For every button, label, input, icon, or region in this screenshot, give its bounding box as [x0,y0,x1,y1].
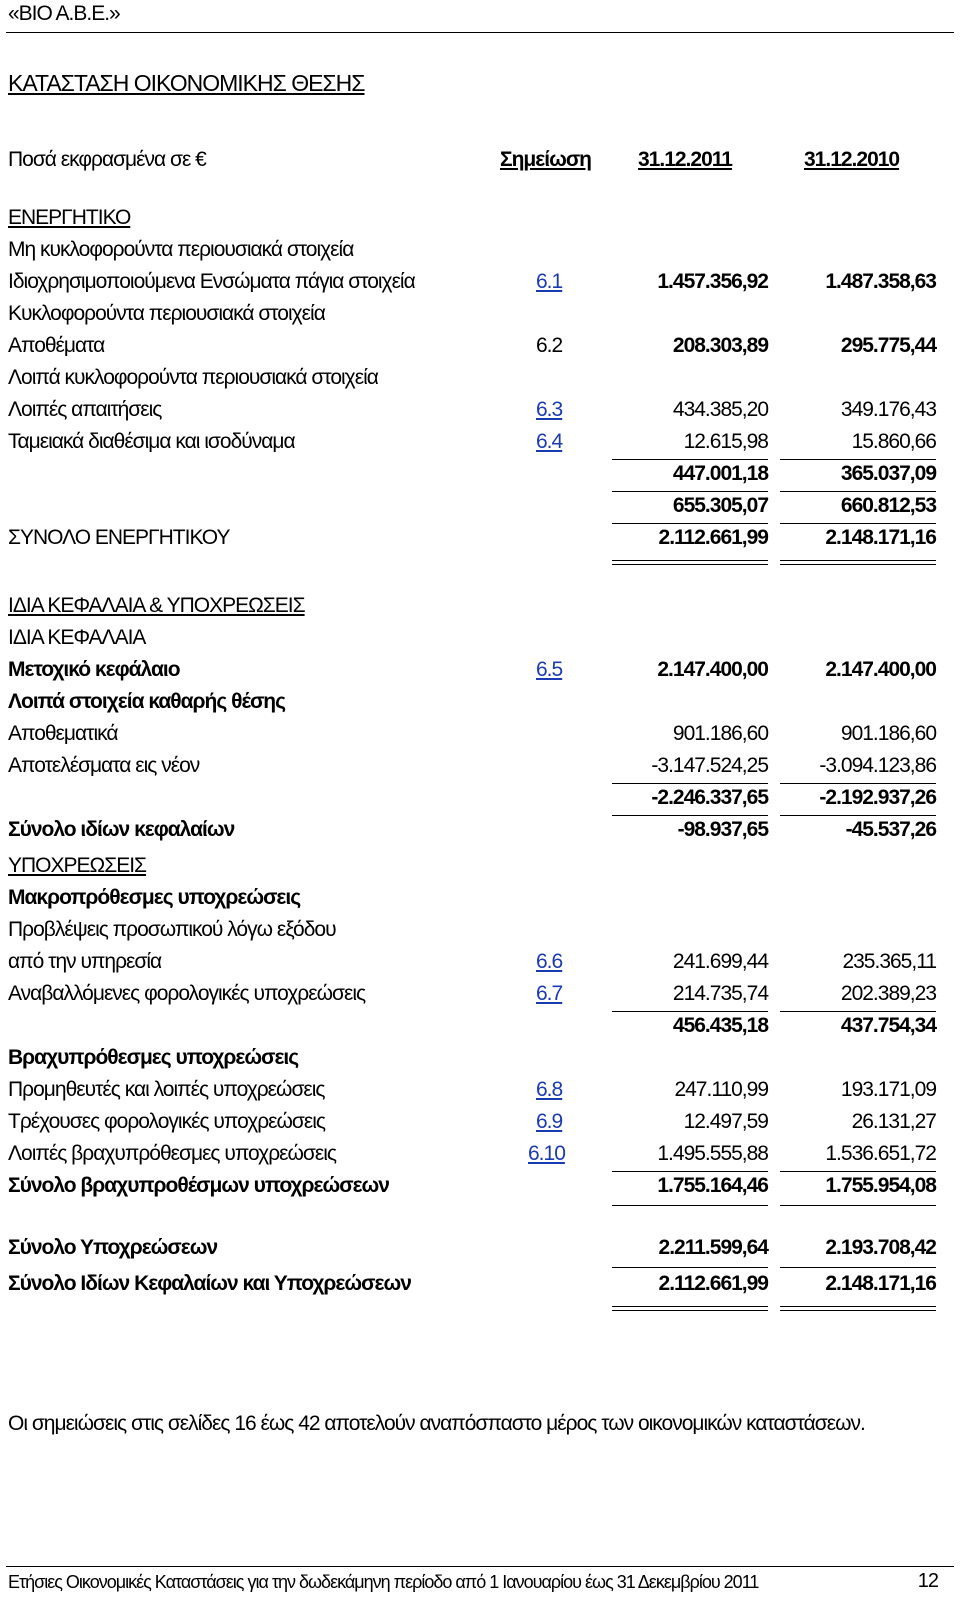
subtotal-rule [612,491,768,492]
note-link[interactable]: 6.6 [536,950,563,973]
section-heading-equity-liabilities: ΙΔΙΑ ΚΕΦΑΛΑΙΑ & ΥΠΟΧΡΕΩΣΕΙΣ [8,594,305,617]
note-link[interactable]: 6.3 [536,398,563,421]
row-subtotal-other-current: 447.001,18 365.037,09 [672,462,936,485]
company-name: «ΒΙΟ Α.Β.Ε.» [8,2,120,25]
page-number: 12 [917,1570,938,1592]
row-total-short-term: Σύνολο βραχυπροθέσμων υποχρεώσεων 1.755.164,46 1.755.954,08 [8,1174,936,1197]
row-subtotal-long-term: 456.435,18 437.754,34 [672,1014,936,1037]
statement-title: ΚΑΤΑΣΤΑΣΗ ΟΙΚΟΝΟΜΙΚΗΣ ΘΕΣΗΣ [8,70,365,96]
row-receivables: Λοιπές απαιτήσεις 6.3 434.385,20 349.176,43 [8,398,936,421]
row-cash: Ταμειακά διαθέσιμα και ισοδύναμα 6.4 12.615,98 15.860,66 [8,430,936,453]
total-double-rule [780,1306,936,1311]
subtotal-rule [612,1011,768,1012]
column-header-2010: 31.12.2010 [804,148,900,171]
subtotal-rule [612,783,768,784]
row-total-assets: ΣΥΝΟΛΟ ΕΝΕΡΓΗΤΙΚΟΥ 2.112.661,99 2.148.171,16 [8,526,936,549]
currency-label: Ποσά εκφρασμένα σε € [8,148,206,171]
note-link[interactable]: 6.8 [536,1078,563,1101]
row-suppliers: Προμηθευτές και λοιπές υποχρεώσεις 6.8 247.110,99 193.171,09 [8,1078,936,1101]
total-double-rule [612,560,768,565]
footer-text: Ετήσιες Οικονομικές Καταστάσεις για την δωδεκάμηνη περίοδο από 1 Ιανουαρίου έως 31 Δεκεμβρίου 2011 [8,1572,759,1592]
subtotal-rule [780,523,936,524]
subtotal-rule [612,459,768,460]
subtotal-rule [780,783,936,784]
subheading-long-term: Μακροπρόθεσμες υποχρεώσεις [8,886,301,909]
subtotal-rule [780,1205,936,1206]
subtotal-rule [780,1171,936,1172]
row-inventories: Αποθέματα 6.2 208.303,89 295.775,44 [8,334,936,357]
note-link[interactable]: 6.10 [528,1142,565,1165]
subtotal-rule [780,459,936,460]
note-link[interactable]: 6.5 [536,658,563,681]
row-total-liabilities: Σύνολο Υποχρεώσεων 2.211.599,64 2.193.708,42 [8,1236,936,1259]
notes-statement: Οι σημειώσεις στις σελίδες 16 έως 42 αποτελούν αναπόσπαστο μέρος των οικονομικών καταστάσεων. [8,1412,865,1435]
row-total-equity: Σύνολο ιδίων κεφαλαίων -98.937,65 -45.537,26 [8,818,936,841]
subtotal-rule [780,491,936,492]
subheading-noncurrent: Μη κυκλοφορούντα περιουσιακά στοιχεία [8,238,354,261]
row-ppe: Ιδιοχρησιμοποιούμενα Ενσώματα πάγια στοιχεία 6.1 1.457.356,92 1.487.358,63 [8,270,936,293]
note-link[interactable]: 6.9 [536,1110,563,1133]
subtotal-rule [780,1267,936,1268]
subtotal-rule [780,1011,936,1012]
total-double-rule [780,560,936,565]
section-heading-assets: ΕΝΕΡΓΗΤΙΚΟ [8,206,131,229]
subtotal-rule [612,523,768,524]
row-deferred-tax: Αναβαλλόμενες φορολογικές υποχρεώσεις 6.7 214.735,74 202.389,23 [8,982,936,1005]
column-header-2011: 31.12.2011 [638,148,732,171]
note-link[interactable]: 6.7 [536,982,563,1005]
row-subtotal-current: 655.305,07 660.812,53 [672,494,936,517]
subtotal-rule [612,1171,768,1172]
footer-rule [6,1566,954,1567]
header-rule [6,32,954,33]
row-retained-earnings: Αποτελέσματα εις νέον -3.147.524,25 -3.094.123,86 [8,754,936,777]
note-link[interactable]: 6.4 [536,430,563,453]
subtotal-rule [612,1267,768,1268]
row-subtotal-other-equity: -2.246.337,65 -2.192.937,26 [651,786,936,809]
row-other-short-term: Λοιπές βραχυπρόθεσμες υποχρεώσεις 6.10 1.495.555,88 1.536.651,72 [8,1142,936,1165]
row-grand-total: Σύνολο Ιδίων Κεφαλαίων και Υποχρεώσεων 2.112.661,99 2.148.171,16 [8,1272,936,1295]
total-double-rule [612,1306,768,1311]
subtotal-rule [780,815,936,816]
subheading-equity: ΙΔΙΑ ΚΕΦΑΛΑΙΑ [8,626,146,649]
subheading-other-current: Λοιπά κυκλοφορούντα περιουσιακά στοιχεία [8,366,378,389]
subheading-other-equity: Λοιπά στοιχεία καθαρής θέσης [8,690,286,713]
row-current-tax: Τρέχουσες φορολογικές υποχρεώσεις 6.9 12.497,59 26.131,27 [8,1110,936,1133]
row-share-capital: Μετοχικό κεφάλαιο 6.5 2.147.400,00 2.147.400,00 [8,658,936,681]
note-link[interactable]: 6.1 [536,270,563,293]
subheading-short-term: Βραχυπρόθεσμες υποχρεώσεις [8,1046,299,1069]
section-heading-liabilities: ΥΠΟΧΡΕΩΣΕΙΣ [8,854,147,877]
subtotal-rule [612,815,768,816]
column-header-note: Σημείωση [500,148,592,171]
row-provisions-line1: Προβλέψεις προσωπικού λόγω εξόδου [8,918,336,941]
subtotal-rule [612,1205,768,1206]
subheading-current: Κυκλοφορούντα περιουσιακά στοιχεία [8,302,325,325]
row-reserves: Αποθεματικά 901.186,60 901.186,60 [8,722,936,745]
row-provisions: από την υπηρεσία 6.6 241.699,44 235.365,11 [8,950,936,973]
